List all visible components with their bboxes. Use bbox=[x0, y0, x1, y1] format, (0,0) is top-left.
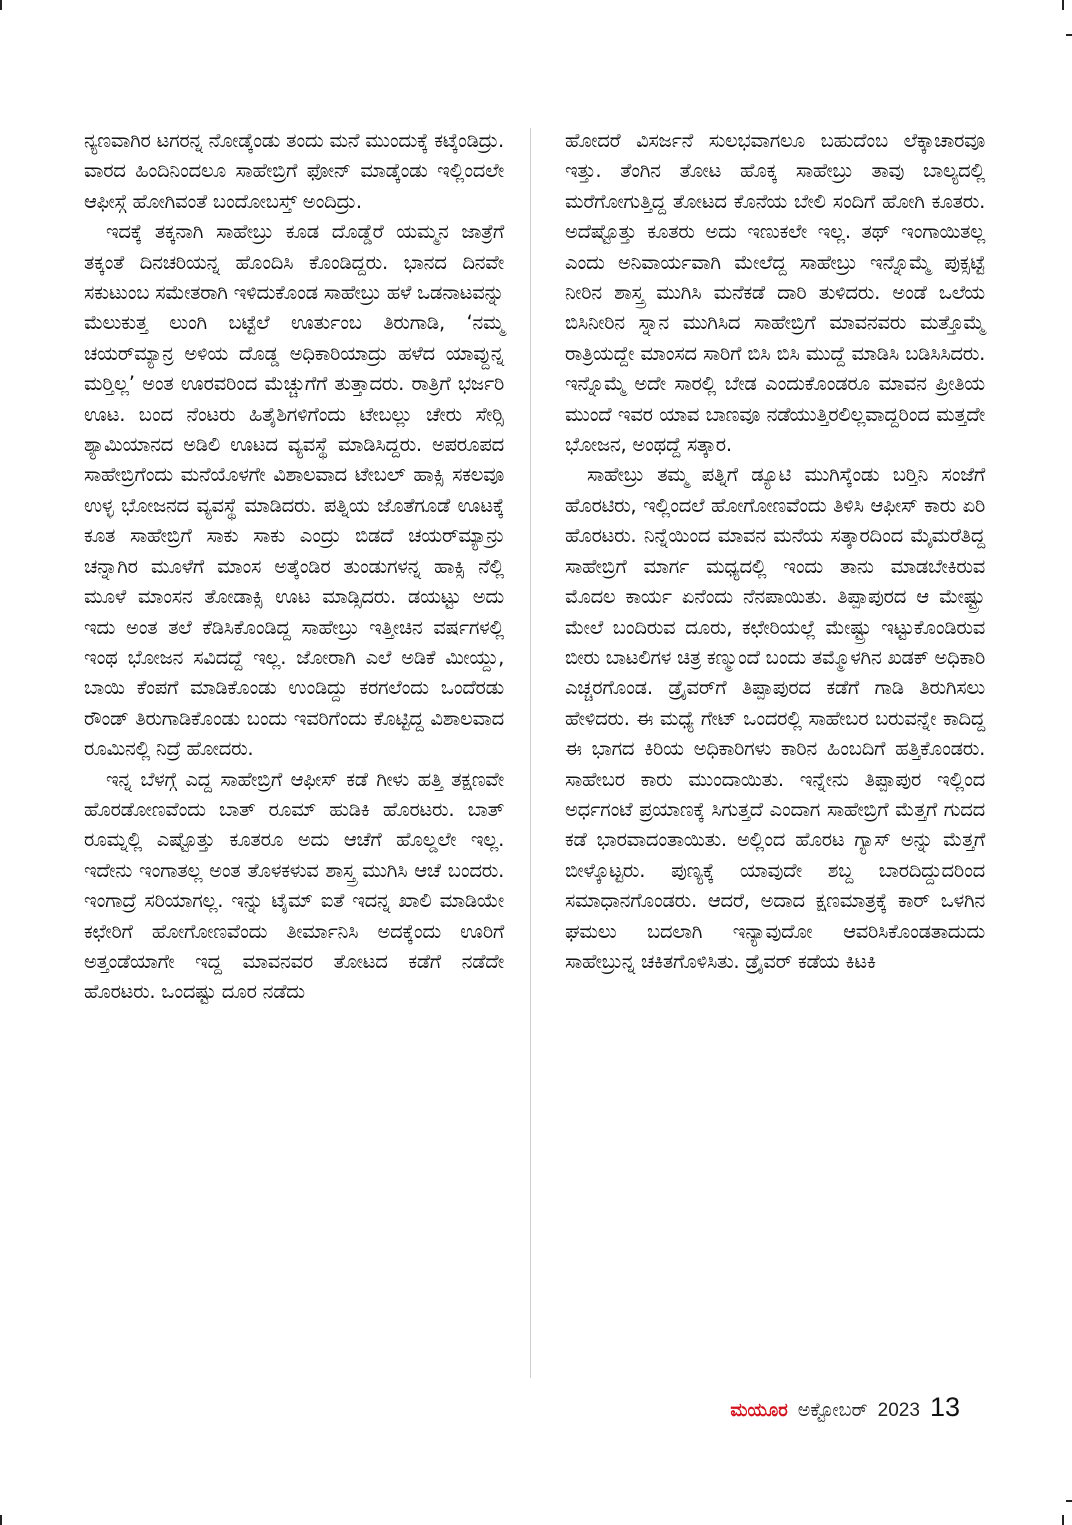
article-paragraph: ನ್ಯಣವಾಗಿರ ಟಗರನ್ನ ನೋಡ್ಕೆಂಡು ತಂದು ಮನೆ ಮುಂದುಕ್ಕೆ ಕಟ್ಕೆಂಡಿದ್ರು. ವಾರದ ಹಿಂದಿನಿಂದಲೂ ಸಾಹೇಬ್ರಿಗೆ ಫೋನ್ ಮಾಡ್ಕೆಂಡು ಇಲ್ಲಿಂದಲೇ ಆಫೀಸ್ಗೆ ಹೋಗಿವಂತೆ ಬಂದೋಬಸ್ತ್ ಅಂದಿದ್ರು. bbox=[84, 129, 504, 213]
column-divider bbox=[530, 128, 531, 1378]
crop-mark-top-left bbox=[0, 0, 2, 10]
crop-mark-bottom-left bbox=[0, 1515, 2, 1525]
page-number: 13 bbox=[929, 1392, 960, 1422]
article-right-column bbox=[565, 126, 985, 977]
crop-mark-top-right-side bbox=[1066, 34, 1072, 36]
issue-year: 2023 bbox=[877, 1400, 920, 1421]
article-paragraph: ಇನ್ನ ಬೆಳಗ್ಗೆ ಎದ್ದ ಸಾಹೇಬ್ರಿಗೆ ಆಫೀಸ್ ಕಡೆ ಗೀಳು ಹತ್ತಿ ತಕ್ಷಣವೇ ಹೊರಡೋಣವೆಂದು ಬಾತ್ ರೂಮ್ ಹುಡಿಕಿ ಹೊರಟರು. ಬಾತ್ ರೂಮ್ನಲ್ಲಿ ಎಷ್ಟೊತ್ತು ಕೂತರೂ ಅದು ಆಚೆಗೆ ಹೊಲ್ಡಲೇ ಇಲ್ಲ. ಇದೇನು ಇಂಗಾತಲ್ಲ ಅಂತ ತೊಳಕಳುವ ಶಾಸ್ತ್ರ ಮುಗಿಸಿ ಆಚೆ ಬಂದರು. ಇಂಗಾದ್ರೆ ಸರಿಯಾಗಲ್ಲ. ಇನ್ನು ಟೈಮ್ ಐತೆ ಇದನ್ನ ಖಾಲಿ ಮಾಡಿಯೇ ಕಛೇರಿಗೆ ಹೋಗೋಣವೆಂದು ತೀರ್ಮಾನಿಸಿ ಅದಕ್ಕೆಂದು ಊರಿಗೆ ಅತ್ತಂಡೆಯಾಗೇ ಇದ್ದ ಮಾವನವರ ತೋಟದ ಕಡೆಗೆ ನಡೆದೇ ಹೊರಟರು. ಒಂದಷ್ಟು ದೂರ ನಡೆದು bbox=[84, 767, 504, 1004]
issue-month: ಅಕ್ಟೋಬರ್ bbox=[797, 1400, 868, 1421]
crop-mark-bottom-right bbox=[1062, 1515, 1064, 1525]
page-footer bbox=[730, 1392, 960, 1423]
article-paragraph: ಹೋದರೆ ವಿಸರ್ಜನೆ ಸುಲಭವಾಗಲೂ ಬಹುದೆಂಬ ಲೆಕ್ಕಾಚಾರವೂ ಇತ್ತು. ತೆಂಗಿನ ತೋಟ ಹೊಕ್ಕ ಸಾಹೇಬ್ರು ತಾವು ಬಾಲ್ಯದಲ್ಲಿ ಮರೆಗೋಗುತ್ತಿದ್ದ ತೋಟದ ಕೊನೆಯ ಬೇಲಿ ಸಂದಿಗೆ ಹೋಗಿ ಕೂತರು. ಅದೆಷ್ಟೊತ್ತು ಕೂತರು ಅದು ಇಣುಕಲೇ ಇಲ್ಲ. ತಥ್ ಇಂಗಾಯಿತಲ್ಲ ಎಂದು ಅನಿವಾರ್ಯವಾಗಿ ಮೇಲೆದ್ದ ಸಾಹೇಬ್ರು ಇನ್ನೊಮ್ಮೆ ಪುಕ್ಸಟ್ಟೆ ನೀರಿನ ಶಾಸ್ತ್ರ ಮುಗಿಸಿ ಮನೆಕಡೆ ದಾರಿ ತುಳಿದರು. ಅಂಡೆ ಒಲೆಯ ಬಿಸಿನೀರಿನ ಸ್ನಾನ ಮುಗಿಸಿದ ಸಾಹೇಬ್ರಿಗೆ ಮಾವನವರು ಮತ್ತೊಮ್ಮೆ ರಾತ್ರಿಯದ್ದೇ ಮಾಂಸದ ಸಾರಿಗೆ ಬಿಸಿ ಬಿಸಿ ಮುದ್ದೆ ಮಾಡಿಸಿ ಬಡಿಸಿಸಿದರು. ಇನ್ನೊಮ್ಮೆ ಅದೇ ಸಾರಲ್ಲಿ ಬೇಡ ಎಂದುಕೊಂಡರೂ ಮಾವನ ಪ್ರೀತಿಯ ಮುಂದೆ ಇವರ ಯಾವ ಬಾಣವೂ ನಡೆಯುತ್ತಿರಲಿಲ್ಲವಾದ್ದರಿಂದ ಮತ್ತದೇ ಭೋಜನ, ಅಂಥದ್ದೆ ಸತ್ಕಾರ. bbox=[565, 129, 985, 457]
article-paragraph: ಇದಕ್ಕೆ ತಕ್ಕನಾಗಿ ಸಾಹೇಬ್ರು ಕೂಡ ದೊಡ್ಡೆರೆ ಯಮ್ಮನ ಜಾತ್ರೆಗೆ ತಕ್ಕಂತೆ ದಿನಚರಿಯನ್ನ ಹೊಂದಿಸಿ ಕೊಂಡಿದ್ದರು. ಭಾನದ ದಿನವೇ ಸಕುಟುಂಬ ಸಮೇತರಾಗಿ ಇಳಿದುಕೊಂಡ ಸಾಹೇಬ್ರು ಹಳೆ ಒಡನಾಟವನ್ನು ಮೆಲುಕುತ್ತ ಲುಂಗಿ ಬಟ್ಟೆಲೆ ಊರ್ತುಂಬ ತಿರುಗಾಡಿ, ‘ನಮ್ಮ ಚಯರ್‌ಮ್ಯಾನ್ರ ಅಳಿಯ ದೊಡ್ಡ ಅಧಿಕಾರಿಯಾದ್ರು ಹಳೆದ ಯಾವ್ದುನ್ನ ಮರ್‍ತಿಲ್ಲ’ ಅಂತ ಊರವರಿಂದ ಮೆಚ್ಚುಗೆಗೆ ತುತ್ತಾದರು. ರಾತ್ರಿಗೆ ಭರ್ಜರಿ ಊಟ. ಬಂದ ನೆಂಟರು ಹಿತೈಶಿಗಳಿಗೆಂದು ಟೇಬಲ್ಲು ಚೇರು ಸೇರ್‍ಸಿ ಶ್ಯಾಮಿಯಾನದ ಅಡಿಲಿ ಊಟದ ವ್ಯವಸ್ಥೆ ಮಾಡಿಸಿದ್ದರು. ಅಪರೂಪದ ಸಾಹೇಬ್ರಿಗೆಂದು ಮನೆಯೊಳಗೇ ವಿಶಾಲವಾದ ಟೇಬಲ್ ಹಾಕ್ಸಿ ಸಕಲವೂ ಉಳ್ಳ ಭೋಜನದ ವ್ಯವಸ್ಥೆ ಮಾಡಿದರು. ಪತ್ನಿಯ ಜೊತೆಗೂಡೆ ಊಟಕ್ಕೆ ಕೂತ ಸಾಹೇಬ್ರಿಗೆ ಸಾಕು ಸಾಕು ಎಂದ್ರು ಬಿಡದೆ ಚಯರ್‌ಮ್ಯಾನ್ರು ಚನ್ನಾಗಿರ ಮೂಳೆಗೆ ಮಾಂಸ ಅತ್ಕೆಂಡಿರ ತುಂಡುಗಳನ್ನ ಹಾಕ್ಸಿ ನೆಲ್ಲಿ ಮೂಳೆ ಮಾಂಸನ ತೋಡಾಕ್ಸಿ ಊಟ ಮಾಡ್ಸಿದರು. ಡಯಟ್ಟು ಅದು ಇದು ಅಂತ ತಲೆ ಕೆಡಿಸಿಕೊಂಡಿದ್ದ ಸಾಹೇಬ್ರು ಇತ್ತೀಚಿನ ವರ್ಷಗಳಲ್ಲಿ ಇಂಥ ಭೋಜನ ಸವಿದದ್ದೆ ಇಲ್ಲ. ಜೋರಾಗಿ ಎಲೆ ಅಡಿಕೆ ಮೀಯ್ದು, ಬಾಯಿ ಕೆಂಪಗೆ ಮಾಡಿಕೊಂಡು ಉಂಡಿದ್ದು ಕರಗಲೆಂದು ಒಂದೆರಡು ರೌಂಡ್ ತಿರುಗಾಡಿಕೊಂಡು ಬಂದು ಇವರಿಗೆಂದು ಕೊಟ್ಟಿದ್ದ ವಿಶಾಲವಾದ ರೂಮಿನಲ್ಲಿ ನಿದ್ರೆ ಹೋದರು. bbox=[84, 220, 504, 761]
crop-mark-top-right bbox=[1062, 0, 1064, 10]
magazine-brand: ಮಯೂರ bbox=[730, 1400, 788, 1420]
article-left-column bbox=[84, 126, 504, 1008]
crop-mark-bottom-right-side bbox=[1066, 1500, 1072, 1502]
article-paragraph: ಸಾಹೇಬ್ರು ತಮ್ಮ ಪತ್ನಿಗೆ ಡ್ಯೂಟಿ ಮುಗಿಸ್ಕೆಂಡು ಬರ್‍ತಿನಿ ಸಂಜೆಗೆ ಹೊರಟಿರು, ಇಲ್ಲಿಂದಲೆ ಹೋಗೋಣವೆಂದು ತಿಳಿಸಿ ಆಫೀಸ್ ಕಾರು ಏರಿ ಹೊರಟರು. ನಿನ್ನೆಯಿಂದ ಮಾವನ ಮನೆಯ ಸತ್ಕಾರದಿಂದ ಮೈಮರೆತಿದ್ದ ಸಾಹೇಬ್ರಿಗೆ ಮಾರ್ಗ ಮಧ್ಯದಲ್ಲಿ ಇಂದು ತಾನು ಮಾಡಬೇಕಿರುವ ಮೊದಲ ಕಾರ್ಯ ಏನೆಂದು ನೆನಪಾಯಿತು. ತಿಪ್ಪಾಪುರದ ಆ ಮೇಷ್ಟ್ರು ಮೇಲೆ ಬಂದಿರುವ ದೂರು, ಕಛೇರಿಯಲ್ಲೆ ಮೇಷ್ಟ್ರು ಇಟ್ಟುಕೊಂಡಿರುವ ಬೀರು ಬಾಟಲಿಗಳ ಚಿತ್ರ ಕಣ್ಮುಂದೆ ಬಂದು ತಮ್ಮೊಳಗಿನ ಖಡಕ್ ಅಧಿಕಾರಿ ಎಚ್ಚರಗೊಂಡ. ಡ್ರೈವರ್‌ಗೆ ತಿಪ್ಪಾಪುರದ ಕಡೆಗೆ ಗಾಡಿ ತಿರುಗಿಸಲು ಹೇಳಿದರು. ಈ ಮಧ್ಯೆ ಗೇಟ್ ಒಂದರಲ್ಲಿ ಸಾಹೇಬರ ಬರುವನ್ನೇ ಕಾದಿದ್ದ ಈ ಭಾಗದ ಕಿರಿಯ ಅಧಿಕಾರಿಗಳು ಕಾರಿನ ಹಿಂಬದಿಗೆ ಹತ್ತಿಕೊಂಡರು. ಸಾಹೇಬರ ಕಾರು ಮುಂದಾಯಿತು. ಇನ್ನೇನು ತಿಪ್ಪಾಪುರ ಇಲ್ಲಿಂದ ಅರ್ಧಗಂಟೆ ಪ್ರಯಾಣಕ್ಕೆ ಸಿಗುತ್ತದೆ ಎಂದಾಗ ಸಾಹೇಬ್ರಿಗೆ ಮೆತ್ತಗೆ ಗುದದ ಕಡೆ ಭಾರವಾದಂತಾಯಿತು. ಅಲ್ಲಿಂದ ಹೊರಟ ಗ್ಯಾಸ್ ಅನ್ನು ಮೆತ್ತಗೆ ಬೀಳ್ಕೊಟ್ಟರು. ಪುಣ್ಯಕ್ಕೆ ಯಾವುದೇ ಶಬ್ದ ಬಾರದಿದ್ದುದರಿಂದ ಸಮಾಧಾನಗೊಂಡರು. ಆದರೆ, ಅದಾದ ಕ್ಷಣಮಾತ್ರಕ್ಕೆ ಕಾರ್ ಒಳಗಿನ ಘಮಲು ಬದಲಾಗಿ ಇನ್ಯಾವುದೋ ಆವರಿಸಿಕೊಂಡತಾದುದು ಸಾಹೇಬ್ರುನ್ನ ಚಕಿತಗೊಳಿಸಿತು. ಡ್ರೈವರ್ ಕಡೆಯ ಕಿಟಕಿ bbox=[565, 463, 985, 973]
